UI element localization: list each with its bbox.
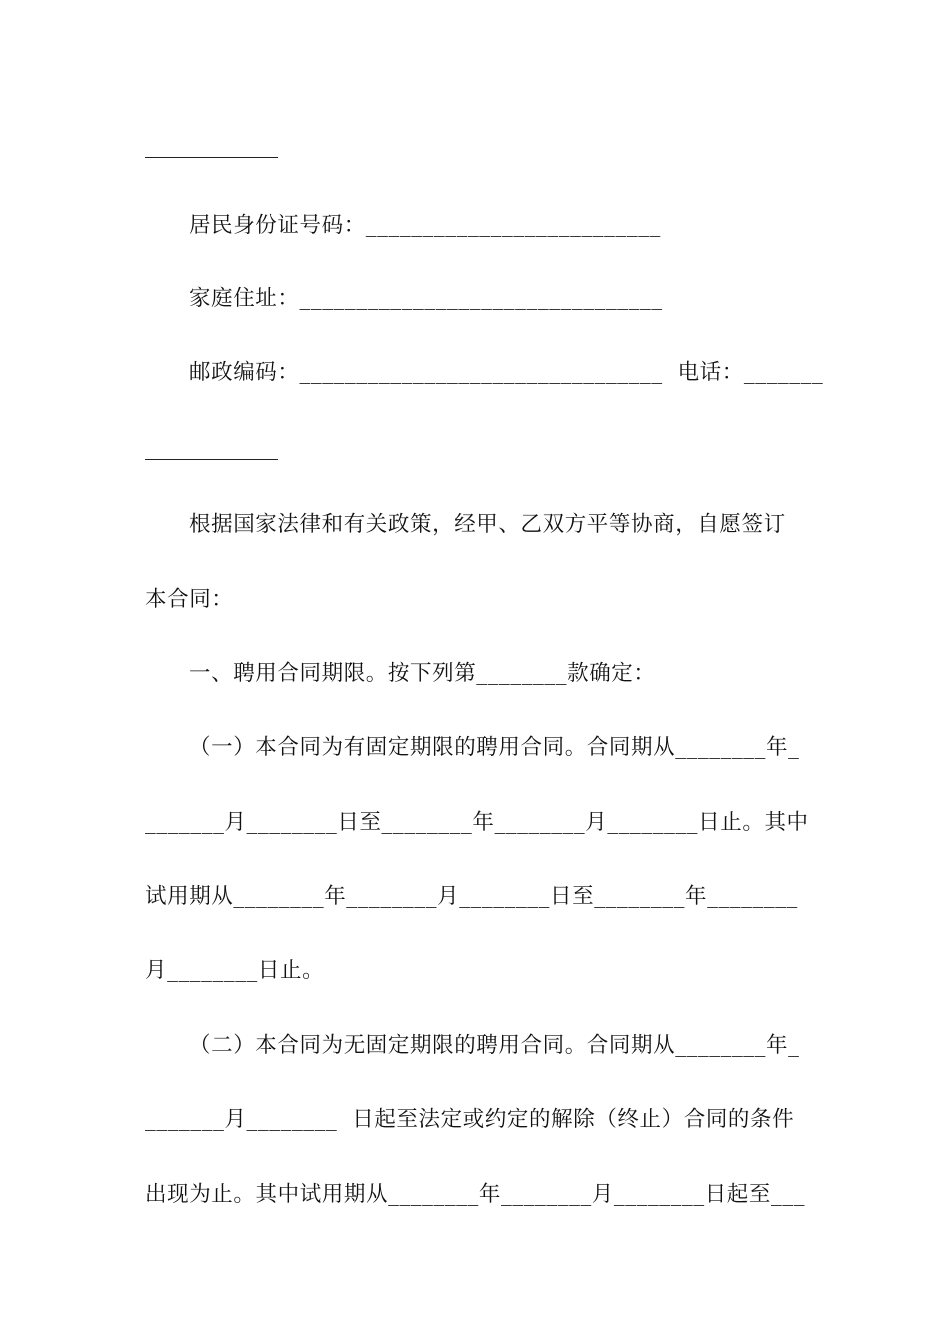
- open-term-clause-line-1: （二）本合同为无固定期限的聘用合同。合同期从________年_: [189, 1033, 800, 1058]
- contract-basis-continuation: 本合同：: [145, 587, 234, 612]
- home-address-line: 家庭住址：________________________________: [189, 286, 663, 311]
- fixed-term-clause-line-1: （一）本合同为有固定期限的聘用合同。合同期从________年_: [189, 735, 800, 760]
- postal-phone-line: 邮政编码：________________________________ 电话：_______: [189, 360, 824, 385]
- blank-line-top: [145, 157, 278, 158]
- contract-basis-line: 根据国家法律和有关政策，经甲、乙双方平等协商，自愿签订: [189, 512, 786, 537]
- fixed-term-clause-line-3: 试用期从________年________月________日至________年________: [145, 884, 798, 909]
- open-term-clause-line-3: 出现为止。其中试用期从________年________月________日起至___: [145, 1182, 806, 1207]
- blank-line-continuation: [145, 459, 278, 460]
- contract-term-heading: 一、聘用合同期限。按下列第________款确定：: [189, 661, 656, 686]
- fixed-term-clause-line-4: 月________日止。: [145, 958, 325, 983]
- open-term-clause-line-2: _______月________ 日起至法定或约定的解除（终止）合同的条件: [145, 1107, 795, 1132]
- id-number-line: 居民身份证号码：__________________________: [189, 213, 661, 238]
- fixed-term-clause-line-2: _______月________日至________年________月________日止。其中: [145, 810, 809, 835]
